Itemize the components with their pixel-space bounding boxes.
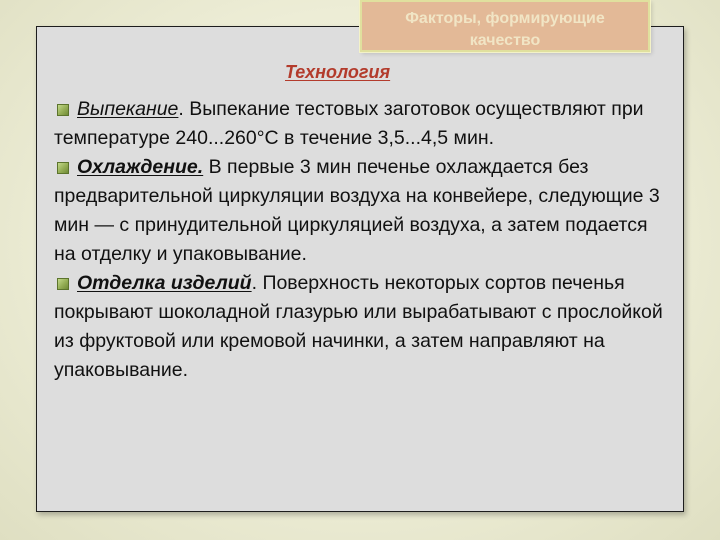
title-tab [360,0,650,52]
term-finishing: Отделка изделий [77,272,252,294]
section-heading: Технология [285,62,391,82]
square-bullet-icon [57,162,69,174]
paragraph-text: Выпекание тестовых заготовок осуществляют при температуре 240...260°С в течение 3,5...4,5 мин. [54,98,644,149]
term-punct: . [251,272,258,294]
square-bullet-icon [57,104,69,116]
square-bullet-icon [57,278,69,290]
paragraph-finishing [54,269,674,385]
paragraph-cooling [54,153,674,269]
text-body [54,95,674,385]
tab-title: Факторы, формирующие качество [405,10,605,49]
paragraph-text: В первые 3 мин печенье охлаждается без предварительной циркуляции воздуха на конвейере, следующие 3 мин — с принудительной циркуляцией воздуха, а затем подается на отделку и упаковывание. [54,156,660,265]
paragraph-text: Поверхность некоторых сортов печенья покрывают шоколадной глазурью или вырабатывают с прослойкой из фруктовой или кремовой начинки, а затем направляют на упаковывание. [54,272,663,381]
term-baking: Выпекание [77,98,179,120]
term-punct: . [178,98,184,120]
paragraph-baking [54,95,674,153]
term-cooling: Охлаждение. [77,156,204,178]
